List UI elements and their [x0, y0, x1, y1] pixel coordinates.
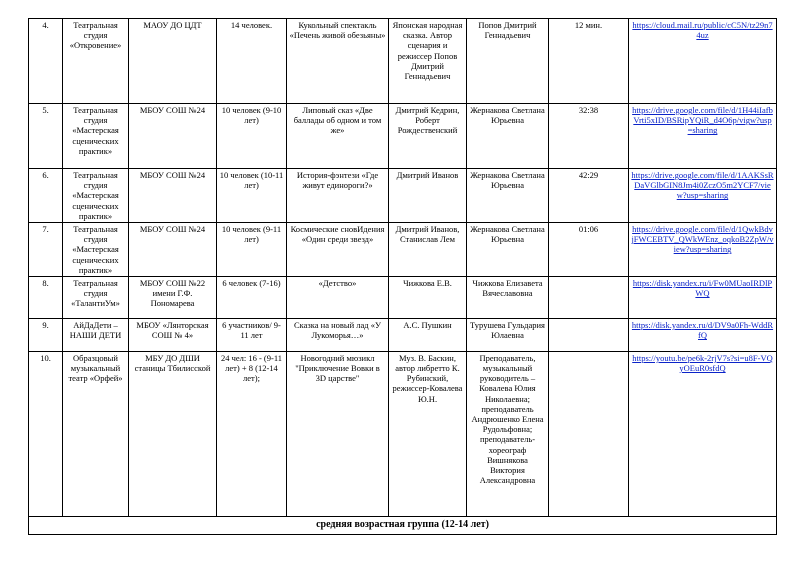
cell-title: Кукольный спектакль «Печень живой обезьяны» — [287, 19, 389, 104]
cell-studio: Театральная студия «Мастерская сценических практик» — [63, 222, 129, 276]
cell-duration — [549, 351, 629, 516]
cell-author: Дмитрий Кедрин, Роберт Рождественский — [389, 104, 467, 169]
cell-leader: Турушева Гульдария Юлаевна — [467, 318, 549, 351]
cell-duration: 01:06 — [549, 222, 629, 276]
age-group-label: средняя возрастная группа (12-14 лет) — [29, 516, 777, 534]
cell-institution: МБУ ДО ДШИ станицы Тбилисской — [129, 351, 217, 516]
cell-link — [629, 222, 777, 276]
cell-leader: Жернакова Светлана Юрьевна — [467, 104, 549, 169]
cell-link — [629, 19, 777, 104]
cell-participants: 10 человек (9-11 лет) — [217, 222, 287, 276]
table-row — [29, 169, 777, 223]
cell-link — [629, 104, 777, 169]
cell-link — [629, 169, 777, 223]
cell-link — [629, 276, 777, 318]
cell-number: 5. — [29, 104, 63, 169]
cell-author: Чижкова Е.В. — [389, 276, 467, 318]
cell-number: 6. — [29, 169, 63, 223]
cell-participants: 6 участников/ 9-11 лет — [217, 318, 287, 351]
video-link[interactable]: https://youtu.be/pe6k-2rjV7s?si=u8F-VQyOEuR0sfdQ — [632, 352, 773, 374]
cell-studio: Образцовый музыкальный театр «Орфей» — [63, 351, 129, 516]
cell-participants: 10 человек (10-11 лет) — [217, 169, 287, 223]
cell-studio: Театральная студия «ТалантиУм» — [63, 276, 129, 318]
cell-studio: Театральная студия «Откровение» — [63, 19, 129, 104]
cell-studio: Театральная студия «Мастерская сценических практик» — [63, 104, 129, 169]
cell-duration: 12 мин. — [549, 19, 629, 104]
video-link[interactable]: https://drive.google.com/file/d/1QwkBdvjFWCEBTV_QWkWEnz_oqkoB2ZpW/view?usp=sharing — [631, 223, 774, 255]
age-group-divider-row — [29, 516, 777, 534]
cell-duration — [549, 276, 629, 318]
cell-author: А.С. Пушкин — [389, 318, 467, 351]
cell-duration: 42:29 — [549, 169, 629, 223]
cell-title: «Детство» — [287, 276, 389, 318]
table-row — [29, 104, 777, 169]
cell-author: Дмитрий Иванов, Станислав Лем — [389, 222, 467, 276]
cell-title: Новогодний мюзикл "Приключение Вовки в 3D царстве" — [287, 351, 389, 516]
cell-duration: 32:38 — [549, 104, 629, 169]
cell-title: История-фэнтези «Где живут единороги?» — [287, 169, 389, 223]
cell-author: Муз. В. Баскин, автор либретто К. Рубинский, режиссер-Ковалева Ю.Н. — [389, 351, 467, 516]
table-row — [29, 351, 777, 516]
cell-duration — [549, 318, 629, 351]
cell-participants: 10 человек (9-10 лет) — [217, 104, 287, 169]
cell-participants: 6 человек (7-16) — [217, 276, 287, 318]
cell-leader: Преподаватель, музыкальный руководитель – Ковалева Юлия Николаевна; преподаватель Андрюшенко Елена Рудольфовна; преподаватель-хореограф Вишнякова Виктория Александровна — [467, 351, 549, 516]
table-row — [29, 19, 777, 104]
cell-institution: МБОУ СОШ №22 имени Г.Ф. Пономарева — [129, 276, 217, 318]
cell-institution: МБОУ «Лянторская СОШ № 4» — [129, 318, 217, 351]
cell-leader: Жернакова Светлана Юрьевна — [467, 169, 549, 223]
cell-institution: МБОУ СОШ №24 — [129, 104, 217, 169]
video-link[interactable]: https://disk.yandex.ru/d/DV9a0Fh-WddRfQ — [631, 319, 774, 341]
cell-studio: АйДаДети – НАШИ ДЕТИ — [63, 318, 129, 351]
cell-institution: МБОУ СОШ №24 — [129, 169, 217, 223]
cell-participants: 14 человек. — [217, 19, 287, 104]
cell-leader: Чижкова Елизавета Вячеславовна — [467, 276, 549, 318]
cell-number: 8. — [29, 276, 63, 318]
video-link[interactable]: https://disk.yandex.ru/i/Fw0MUaoIRDlPWQ — [632, 277, 773, 299]
cell-title: Липовый сказ «Две баллады об одном и том же» — [287, 104, 389, 169]
festival-entries-table — [28, 18, 777, 535]
video-link[interactable]: https://drive.google.com/file/d/1H44iIafbVrti5xID/BSRipYQiR_d4O6p/vigw?usp=sharing — [632, 105, 773, 136]
cell-author: Японская народная сказка. Автор сценария и режиссер Попов Дмитрий Геннадьевич — [389, 19, 467, 104]
table-row — [29, 318, 777, 351]
cell-author: Дмитрий Иванов — [389, 169, 467, 223]
cell-number: 4. — [29, 19, 63, 104]
cell-participants: 24 чел: 16 - (9-11 лет) + 8 (12-14 лет); — [217, 351, 287, 516]
cell-studio: Театральная студия «Мастерская сценических практик» — [63, 169, 129, 223]
cell-leader: Жернакова Светлана Юрьевна — [467, 222, 549, 276]
cell-institution: МБОУ СОШ №24 — [129, 222, 217, 276]
cell-link — [629, 318, 777, 351]
cell-number: 7. — [29, 222, 63, 276]
cell-number: 9. — [29, 318, 63, 351]
video-link[interactable]: https://drive.google.com/file/d/1AAKSsRDaVGlbGIN8Jm4i0ZczO5m2YCF7/view?usp=sharing — [631, 170, 774, 201]
table-row — [29, 222, 777, 276]
cell-institution: МАОУ ДО ЦДТ — [129, 19, 217, 104]
cell-number: 10. — [29, 351, 63, 516]
table-row — [29, 276, 777, 318]
cell-link — [629, 351, 777, 516]
cell-leader: Попов Дмитрий Геннадьевич — [467, 19, 549, 104]
cell-title: Космические сновИдения «Один среди звезд» — [287, 222, 389, 276]
video-link[interactable]: https://cloud.mail.ru/public/cC5N/tz29n74uz — [632, 20, 773, 41]
cell-title: Сказка на новый лад «У Лукоморья…» — [287, 318, 389, 351]
